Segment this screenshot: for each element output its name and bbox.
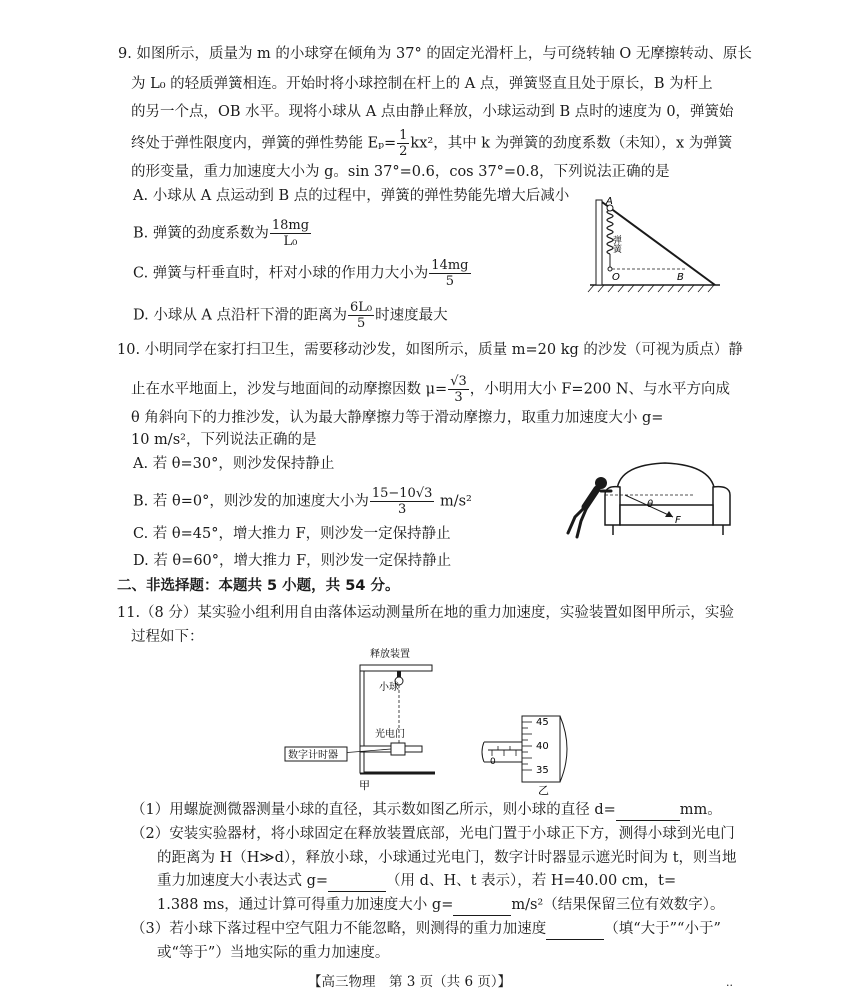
q11-sub-2-line-4 — [157, 895, 725, 916]
tick-label-45: 45 — [536, 717, 549, 728]
q11-sub-2-text: 重力加速度大小表达式 g= — [157, 873, 329, 889]
q9-line-1: 9. 如图所示，质量为 m 的小球穿在倾角为 37° 的固定光滑杆上，与可绕转轴 O 无摩擦转动、原长 — [118, 46, 752, 62]
option-fraction — [429, 258, 470, 289]
release-arm — [360, 665, 432, 671]
q9-line-4 — [131, 128, 732, 159]
section-2-heading: 二、非选择题：本题共 5 小题，共 54 分。 — [117, 578, 400, 594]
q10-option-c: C. 若 θ=45°，增大推力 F，则沙发一定保持静止 — [133, 526, 451, 542]
fraction-numerator: 6L₀ — [350, 300, 373, 315]
label-photogate: 光电门 — [375, 729, 405, 740]
sleeve-ticks — [492, 746, 516, 756]
tick-label-40: 40 — [536, 741, 549, 752]
label-a: A — [606, 196, 613, 207]
corner-mark: ·· — [726, 979, 733, 992]
q9-option-a: A. 小球从 A 点运动到 B 点的过程中，弹簧的弹性势能先增大后减小 — [133, 188, 570, 204]
q10-option-d: D. 若 θ=60°，增大推力 F，则沙发一定保持静止 — [133, 553, 452, 569]
option-text: D. 小球从 A 点沿杆下滑的距离为 — [133, 307, 348, 324]
option-text: B. 弹簧的劲度系数为 — [133, 225, 269, 242]
micrometer-figure — [478, 712, 588, 797]
q11-sub-1 — [131, 800, 722, 821]
option-text-end: 时速度最大 — [375, 307, 448, 324]
fraction-denominator: 2 — [399, 144, 408, 159]
incline-spring-figure — [580, 190, 740, 300]
q10-line-4: 10 m/s²，下列说法正确的是 — [131, 432, 317, 448]
label-b: B — [677, 272, 684, 283]
option-fraction — [348, 300, 374, 331]
q9-line-4-start: 终处于弹性限度内，弹簧的弹性势能 Eₚ= — [131, 135, 397, 152]
tick-label-35: 35 — [536, 765, 549, 776]
label-o: O — [612, 272, 620, 283]
q9-option-d — [133, 300, 448, 331]
fraction-numerator: 15−10√3 — [371, 486, 433, 501]
option-text: B. 若 θ=0°，则沙发的加速度大小为 — [133, 493, 369, 510]
label-release-device: 释放装置 — [370, 649, 410, 660]
option-unit: m/s² — [439, 493, 472, 510]
ground-hatching — [588, 285, 714, 292]
label-digital-timer: 数字计时器 — [288, 750, 338, 761]
spindle-left-end — [482, 742, 484, 762]
q11-sub-2-calc-end: m/s²（结果保留三位有效数字）。 — [511, 897, 725, 913]
q11-sub-3-text: （3）若小球下落过程中空气阻力不能忽略，则测得的重力加速度 — [131, 921, 547, 937]
q10-option-a: A. 若 θ=30°，则沙发保持静止 — [133, 456, 335, 472]
q11-sub-2-line-2: 的距离为 H（H≫d），释放小球，小球通过光电门，数字计时器显示遮光时间为 t，则当地 — [157, 850, 737, 866]
fraction-denominator: 5 — [445, 274, 455, 289]
q11-sub-2-calc: 1.388 ms，通过计算可得重力加速度大小 g= — [157, 897, 454, 913]
person-leg — [568, 505, 587, 533]
caption-jia: 甲 — [359, 779, 370, 792]
vertical-post — [596, 200, 602, 285]
fraction-denominator: 3 — [397, 502, 407, 517]
option-fraction — [270, 218, 311, 249]
free-fall-apparatus-figure — [285, 645, 445, 790]
label-f: F — [675, 515, 681, 526]
fraction-denominator: 5 — [356, 316, 366, 331]
label-spring: 弹簧 — [611, 235, 621, 253]
q11-line-1: 11.（8 分）某实验小组利用自由落体运动测量所在地的重力加速度，实验装置如图甲所示，实验 — [117, 605, 734, 621]
q9-line-2: 为 L₀ 的轻质弹簧相连。开始时将小球控制在杆上的 A 点，弹簧竖直且处于原长，B 为杆上 — [131, 76, 713, 92]
label-ball: 小球 — [379, 682, 399, 693]
sleeve-zero-label: 0 — [490, 757, 496, 767]
q10-option-b — [133, 486, 472, 517]
q10-line-2 — [131, 374, 730, 405]
fraction-denominator: 3 — [454, 390, 463, 405]
option-text: C. 弹簧与杆垂直时，杆对小球的作用力大小为 — [133, 265, 429, 282]
sofa-back — [617, 463, 715, 495]
q11-sub-2-line-1: （2）安装实验器材，将小球固定在释放装置底部，光电门置于小球正下方，测得小球到光电门 — [131, 826, 735, 842]
label-theta: θ — [647, 499, 654, 510]
q9-line-3: 的另一个点，OB 水平。现将小球从 A 点由静止释放，小球运动到 B 点时的速度为 0，弹簧始 — [131, 104, 734, 120]
q11-sub-1-text: （1）用螺旋测微器测量小球的直径，其示数如图乙所示，则小球的直径 d= — [131, 802, 616, 818]
q11-sub-3-line-1 — [131, 919, 721, 940]
half-fraction — [397, 128, 409, 159]
photogate — [391, 743, 405, 755]
q9-line-5: 的形变量，重力加速度大小为 g。sin 37°=0.6，cos 37°=0.8，下列说法正确的是 — [131, 164, 670, 180]
fraction-numerator: 18mg — [271, 218, 310, 233]
option-fraction — [370, 486, 435, 517]
release-clamp — [397, 671, 401, 677]
fraction-numerator: √3 — [450, 374, 467, 389]
pivot-o — [608, 267, 612, 271]
q9-option-b — [133, 218, 312, 249]
fraction-numerator: 14mg — [431, 258, 469, 273]
page-footer: 【高三物理 第 3 页（共 6 页）】 — [308, 974, 512, 990]
answer-blank-diameter[interactable] — [616, 800, 680, 821]
thimble-end — [560, 716, 567, 782]
q11-sub-2-text-end: （用 d、H、t 表示），若 H=40.00 cm，t= — [386, 873, 677, 889]
q9-line-4-end: kx²，其中 k 为弹簧的劲度系数（未知），x 为弹簧 — [410, 135, 733, 152]
answer-blank-g-value[interactable] — [453, 895, 511, 916]
q9-option-c — [133, 258, 472, 289]
caption-yi: 乙 — [538, 784, 549, 797]
fraction-denominator: L₀ — [283, 234, 298, 249]
friction-fraction — [448, 374, 469, 405]
q11-line-2: 过程如下： — [131, 629, 204, 645]
q11-sub-3-line-2: 或“等于”）当地实际的重力加速度。 — [157, 945, 390, 961]
q11-sub-2-line-3 — [157, 871, 676, 892]
q10-line-3: θ 角斜向下的力推沙发，认为最大静摩擦力等于滑动摩擦力，取重力加速度大小 g= — [131, 410, 664, 426]
answer-blank-expression[interactable] — [328, 871, 386, 892]
support-pole — [360, 667, 364, 773]
q11-sub-3-text-end: （填“大于”“小于” — [604, 921, 721, 937]
answer-blank-compare[interactable] — [546, 919, 604, 940]
q10-line-2-end: ，小明用大小 F=200 N、与水平方向成 — [469, 381, 731, 398]
sofa-push-figure — [565, 455, 745, 545]
fraction-numerator: 1 — [399, 128, 408, 143]
sofa-right-arm — [713, 487, 730, 525]
q11-sub-1-unit: mm。 — [679, 802, 722, 818]
q10-line-1: 10. 小明同学在家打扫卫生，需要移动沙发，如图所示，质量 m=20 kg 的沙发（可视为质点）静 — [117, 342, 743, 358]
q10-line-2-start: 止在水平地面上，沙发与地面间的动摩擦因数 μ= — [131, 381, 448, 398]
